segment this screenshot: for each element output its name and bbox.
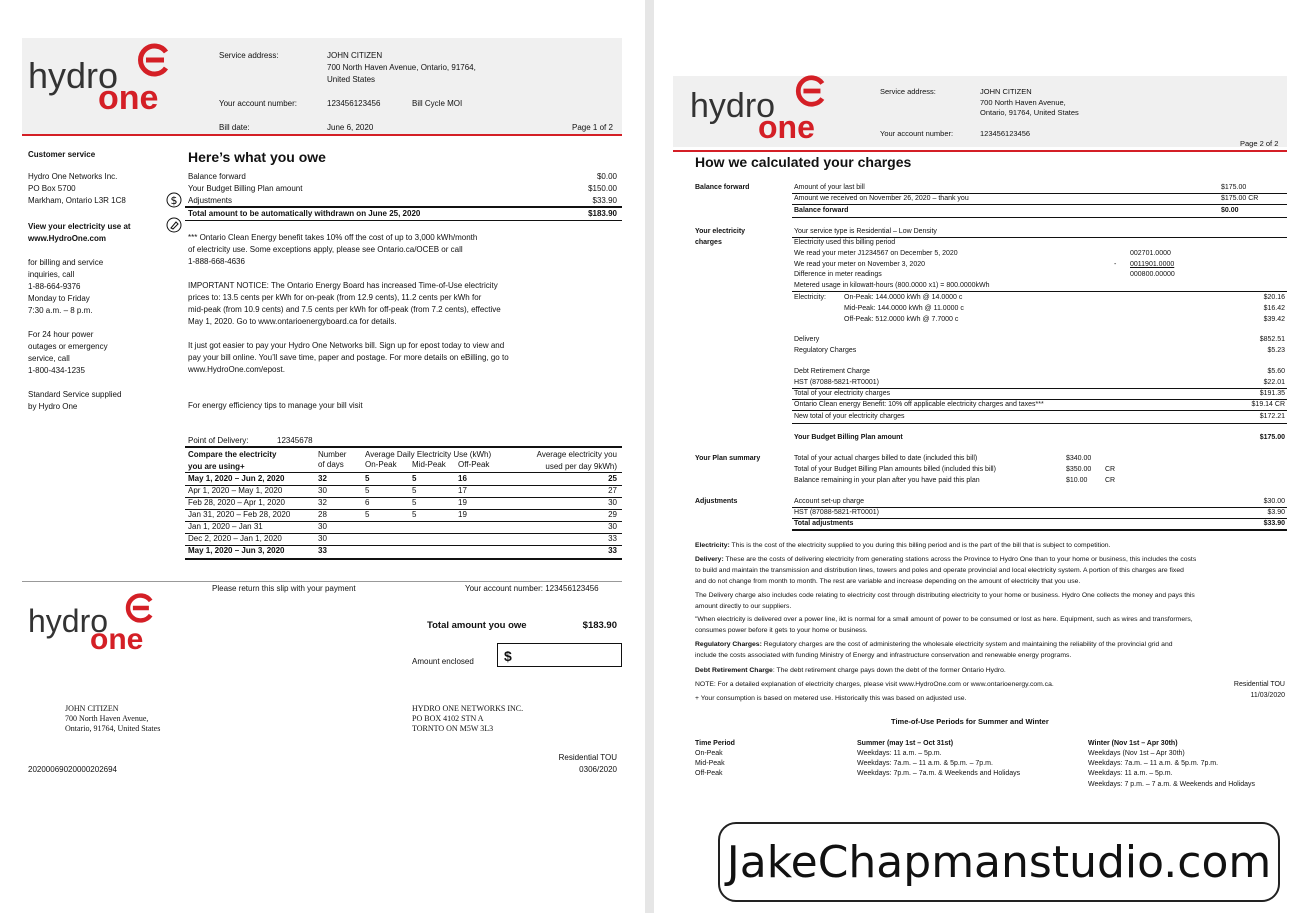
col-header: of days xyxy=(318,460,344,469)
notice-line: May 1, 2020. Go to www.ontarioenergyboard.ca for details. xyxy=(188,317,397,326)
peak-value: $20.16 xyxy=(1263,294,1285,301)
plan-value: $350.00 xyxy=(1066,466,1092,473)
note-line: Debt Retirement Charge: The debt retirement charge pays down the debt of the former Ontario Hydro. xyxy=(695,667,1006,674)
rule xyxy=(792,204,1287,205)
col-header: Mid-Peak xyxy=(412,460,446,469)
bill-cycle: Bill Cycle MOI xyxy=(412,99,463,108)
sidebar-line: Hydro One Networks Inc. xyxy=(28,172,118,181)
note-line: "When electricity is delivered over a power line, ikt is normal for a small amount of power to be consumed or lost as here. Equipment, such as wires and transformers, xyxy=(695,616,1193,623)
plan-line: Total of your Budget Billing Plan amounts billed (included this bill) xyxy=(794,466,996,473)
charge-value: $5.60 xyxy=(1267,368,1285,375)
col-header: Compare the electricity xyxy=(188,450,277,459)
page2-header-rule xyxy=(673,150,1287,152)
logo-swirl-icon xyxy=(136,42,172,78)
rule xyxy=(792,217,1287,218)
tear-line xyxy=(22,581,622,582)
sidebar-line: Monday to Friday xyxy=(28,294,90,303)
budget-label: Your Budget Billing Plan amount xyxy=(794,434,903,441)
address-line-1: 700 North Haven Avenue, Ontario, 91764, xyxy=(327,63,476,72)
peak-value: $16.42 xyxy=(1263,305,1285,312)
rule xyxy=(792,399,1287,400)
note-line: Delivery: These are the costs of delivering electricity from generating stations across the Province to Hydro One than to your home or business, this includes the costs xyxy=(695,556,1197,563)
charge-line: Delivery xyxy=(794,336,820,343)
peak-line: Off-Peak: 512.0000 kWh @ 7.7000 c xyxy=(844,316,959,323)
notice-line: IMPORTANT NOTICE: The Ontario Energy Board has increased Time-of-Use electricity xyxy=(188,281,498,290)
mail-from-line: Ontario, 91764, United States xyxy=(65,724,161,733)
col-header: used per day 9kWh) xyxy=(545,462,617,471)
peak-line: Mid-Peak: 144.0000 kWh @ 11.0000 c xyxy=(844,305,964,312)
sidebar-line: for billing and service xyxy=(28,258,104,267)
adj-line: HST (87088-5821-RT0001) xyxy=(794,509,879,516)
sidebar-line: Markham, Ontario L3R 1C8 xyxy=(28,196,126,205)
table-row: Feb 28, 2020 – Apr 1, 2020 32 6 5 19 30 xyxy=(188,498,617,507)
charge-line: Ontario Clean energy Benefit: 10% off applicable electricity charges and taxes*** xyxy=(794,401,1044,408)
table-row: Jan 1, 2020 – Jan 31 30 30 xyxy=(188,522,617,531)
line-label: Balance forward xyxy=(794,207,849,214)
meter-line: We read your meter J1234567 on December 5, 2020 xyxy=(794,250,958,257)
col-header: Average Daily Electricity Use (kWh) xyxy=(365,450,492,459)
charge-line: Total of your electricity charges xyxy=(794,390,891,397)
service-type: Your service type is Residential – Low Density xyxy=(794,228,937,235)
table-row: Apr 1, 2020 – May 1, 2020 30 5 5 17 27 xyxy=(188,486,617,495)
rule xyxy=(792,291,1287,292)
sidebar-line: PO Box 5700 xyxy=(28,184,76,193)
col-header: Average electricity you xyxy=(536,450,617,459)
section-label: Your Plan summary xyxy=(695,455,761,462)
sidebar-heading: View your electricity use at xyxy=(28,222,131,231)
note-line: to build and maintain the transmission and distribution lines, towers and poles and operate provincial and local electricity system. A portion of this charges are fixed xyxy=(695,567,1184,574)
logo-swirl-icon xyxy=(124,592,156,624)
logo-swirl-icon xyxy=(794,74,828,108)
slip-total-label: Total amount you owe xyxy=(427,620,527,631)
section-label: Adjustments xyxy=(695,498,738,505)
note-line: Electricity: This is the cost of the electricity supplied to you during this billing period and is the part of the bill that is subject to competition. xyxy=(695,542,1111,549)
page-number: Page 2 of 2 xyxy=(1240,139,1279,148)
charge-value: $191.35 xyxy=(1259,390,1285,397)
note-line: Regulatory Charges: Regulatory charges are the cost of administering the wholesale electricity system and maintaining the reliability of the provincial grid and xyxy=(695,641,1173,648)
slip-return-note: Please return this slip with your payment xyxy=(212,584,356,593)
meter-value: 002701.0000 xyxy=(1130,250,1171,257)
minus-sign: - xyxy=(1114,261,1117,268)
rule xyxy=(792,529,1287,531)
amount-enclosed-field[interactable]: $ xyxy=(497,643,622,667)
owe-row-value: $33.90 xyxy=(592,196,617,205)
plan-cr: CR xyxy=(1105,477,1116,484)
sidebar-line: 7:30 a.m. – 8 p.m. xyxy=(28,306,93,315)
notice-line: www.HydroOne.com/epost. xyxy=(188,365,285,374)
sidebar-line: outages or emergency xyxy=(28,342,108,351)
account-number: 123456123456 xyxy=(327,99,381,108)
note-line: include the costs associated with funding Ministry of Energy and infrastructure conservation and renewable energy programs. xyxy=(695,652,1072,659)
sidebar-line: by Hydro One xyxy=(28,402,78,411)
meter-line: Metered usage in kilowatt-hours (800.0000 x1) = 800.0000kWh xyxy=(794,282,990,289)
meter-line: We read your meter on November 3, 2020 xyxy=(794,261,925,268)
customer-name: JOHN CITIZEN xyxy=(327,51,383,60)
charge-value: $5.23 xyxy=(1267,347,1285,354)
plan-value: $340.00 xyxy=(1066,455,1092,462)
line-label: Amount of your last bill xyxy=(794,184,865,191)
section-label: Your electricity xyxy=(695,228,746,235)
note-line: The Delivery charge also includes code relating to electricity cost through distributing electricity to your home or business. Hydro One collects the money and pays this xyxy=(695,592,1195,599)
note-line: consumes power before it gets to your home or business. xyxy=(695,627,868,634)
table-bottom-rule xyxy=(185,558,622,560)
mail-from-line: 700 North Haven Avenue, xyxy=(65,714,149,723)
note-line: and do not change from month to month. The rest are variable and increase depending on the amount of electricity that you use. xyxy=(695,578,1081,585)
page1-header-rule xyxy=(22,134,622,136)
owe-row-value: $150.00 xyxy=(588,184,617,193)
line-value: $175.00 xyxy=(1221,184,1247,191)
adj-value: $3.90 xyxy=(1267,509,1285,516)
plan-value: $10.00 xyxy=(1066,477,1088,484)
budget-value: $175.00 xyxy=(1259,434,1285,441)
notice-line: mid-peak (from 10.9 cents) and 7.5 cents per kWh for off-peak (from 7.2 cents), effective xyxy=(188,305,501,314)
rule xyxy=(792,237,1287,238)
sidebar-line: inquiries, call xyxy=(28,270,75,279)
mail-to-line: TORNTO ON M5W 3L3 xyxy=(412,724,494,733)
mail-to-line: HYDRO ONE NETWORKS INC. xyxy=(412,704,524,713)
charge-line: New total of your electricity charges xyxy=(794,413,905,420)
address-line-2: Ontario, 91764, United States xyxy=(980,108,1079,117)
tou-label: Residential TOU xyxy=(558,753,617,762)
slip-account: Your account number: 123456123456 xyxy=(465,584,599,593)
mail-to-line: PO BOX 4102 STN A xyxy=(412,714,484,723)
note-line: amount directly to our suppliers. xyxy=(695,603,792,610)
charge-line: Regulatory Charges xyxy=(794,347,857,354)
rule xyxy=(792,423,1287,424)
watermark-badge xyxy=(718,822,1280,902)
bill-date: June 6, 2020 xyxy=(327,123,374,132)
slip-total-value: $183.90 xyxy=(582,620,617,631)
section-label: Balance forward xyxy=(695,184,750,191)
notice-line: For energy efficiency tips to manage your bill visit xyxy=(188,401,363,410)
tou-cell: Weekdays: 7 p.m. – 7 a.m. & Weekends and Holidays xyxy=(1088,781,1256,788)
total-label: Total amount to be automatically withdrawn on June 25, 2020 xyxy=(188,209,421,218)
tou-col-header: Time Period xyxy=(695,740,735,747)
rule xyxy=(792,193,1287,194)
peak-value: $39.42 xyxy=(1263,316,1285,323)
tou-date: 11/03/2020 xyxy=(1250,692,1285,699)
meter-value: 0011901.0000 xyxy=(1130,261,1175,268)
rule xyxy=(792,518,1287,519)
table-row: May 1, 2020 – Jun 3, 2020 33 33 xyxy=(188,546,617,555)
notice-line: It just got easier to pay your Hydro One Networks bill. Sign up for epost today to view and xyxy=(188,341,505,350)
col-header: Off-Peak xyxy=(458,460,490,469)
adj-value: $33.90 xyxy=(1263,520,1285,527)
service-address-label: Service address: xyxy=(219,51,279,60)
tou-title: Time-of-Use Periods for Summer and Winter xyxy=(891,717,1049,726)
page2-title: How we calculated your charges xyxy=(695,154,912,170)
meter-value: 000800.00000 xyxy=(1130,271,1175,278)
rule xyxy=(792,388,1287,389)
notice-line: pay your bill online. You’ll save time, paper and postage. For more details on eBilling, go to xyxy=(188,353,509,362)
adj-line: Total adjustments xyxy=(794,520,854,527)
total-rule xyxy=(185,206,622,208)
tou-cell: On-Peak xyxy=(695,750,723,757)
tou-date: 0306/2020 xyxy=(579,765,617,774)
website-link[interactable]: www.HydroOne.com xyxy=(28,234,106,243)
owe-row-label: Balance forward xyxy=(188,172,246,181)
notice-line: of electricity use. Some exceptions apply, please see Ontario.ca/OCEB or call xyxy=(188,245,463,254)
charge-line: HST (87088-5821-RT0001) xyxy=(794,379,879,386)
sidebar-phone: 1-88-664-9376 xyxy=(28,282,81,291)
tou-col-header: Winter (Nov 1st – Apr 30th) xyxy=(1088,740,1178,747)
charge-value: $172.21 xyxy=(1259,413,1285,420)
section-label: charges xyxy=(695,239,722,246)
col-header: you are using+ xyxy=(188,462,245,471)
adj-value: $30.00 xyxy=(1263,498,1285,505)
total-value: $183.90 xyxy=(588,209,617,218)
notice-line: 1-888-668-4636 xyxy=(188,257,245,266)
svg-text:$: $ xyxy=(170,194,178,207)
notice-line: prices to: 13.5 cents per kWh for on-peak (from 12.9 cents), 11.2 cents per kWh for xyxy=(188,293,482,302)
tou-cell: Weekdays: 11 a.m. – 5p.m. xyxy=(1088,770,1173,777)
line-value: $175.00 CR xyxy=(1221,195,1259,202)
electricity-prefix: Electricity: xyxy=(794,294,826,301)
owe-title: Here’s what you owe xyxy=(188,149,326,165)
line-value: $0.00 xyxy=(1221,207,1239,214)
table-row: May 1, 2020 – Jun 2, 2020 32 5 5 16 25 xyxy=(188,474,617,483)
tou-cell: Weekdays: 7a.m. – 11 a.m. & 5p.m. 7p.m. xyxy=(1088,760,1219,767)
sidebar-line: For 24 hour power xyxy=(28,330,94,339)
tou-cell: Off-Peak xyxy=(695,770,723,777)
account-number-label: Your account number: xyxy=(219,99,297,108)
sidebar-line: Standard Service supplied xyxy=(28,390,122,399)
notice-line: *** Ontario Clean Energy benefit takes 10% off the cost of up to 3,000 kWh/month xyxy=(188,233,478,242)
tou-cell: Weekdays: 11 a.m. – 5p.m. xyxy=(857,750,942,757)
plan-line: Total of your actual charges billed to date (included this bill) xyxy=(794,455,978,462)
table-top-rule xyxy=(185,446,622,448)
address-line-2: United States xyxy=(327,75,376,84)
note-line: + Your consumption is based on metered use. Historically this was based on adjusted use. xyxy=(695,695,967,702)
charge-value: $852.51 xyxy=(1259,336,1285,343)
page-divider xyxy=(645,0,654,913)
tou-col-header: Summer (may 1st – Oct 31st) xyxy=(857,740,954,747)
adj-line: Account set-up charge xyxy=(794,498,865,505)
account-number: 123456123456 xyxy=(980,129,1031,138)
dollar-icon xyxy=(166,192,182,208)
mail-from-line: JOHN CITIZEN xyxy=(65,704,119,713)
customer-name: JOHN CITIZEN xyxy=(980,87,1032,96)
pod-value: 12345678 xyxy=(277,436,313,445)
hydro-one-logo: hydro one xyxy=(28,42,178,114)
page-number: Page 1 of 2 xyxy=(572,123,613,132)
hydro-one-logo: hydro one xyxy=(690,74,840,144)
owe-row-label: Adjustments xyxy=(188,196,233,205)
table-row: Jan 31, 2020 – Feb 28, 2020 28 5 5 19 29 xyxy=(188,510,617,519)
hydro-one-logo: hydro one xyxy=(28,592,178,654)
meter-line: Electricity used this billing period xyxy=(794,239,896,246)
charge-value: $22.01 xyxy=(1263,379,1285,386)
owe-row-value: $0.00 xyxy=(596,172,617,181)
meter-line: Difference in meter readings xyxy=(794,271,882,278)
peak-line: On-Peak: 144.0000 kWh @ 14.0000 c xyxy=(844,294,963,301)
service-address-label: Service address: xyxy=(880,87,936,96)
tou-cell: Weekdays: 7a.m. – 11 a.m. & 5p.m. – 7p.m. xyxy=(857,760,993,767)
address-line-1: 700 North Haven Avenue, xyxy=(980,98,1066,107)
tou-cell: Weekdays (Nov 1st – Apr 30th) xyxy=(1088,750,1185,757)
rule xyxy=(792,507,1287,508)
rule xyxy=(792,410,1287,411)
pod-label: Point of Delivery: xyxy=(188,436,249,445)
barcode-number: 2020006902000020269‍4 xyxy=(28,765,117,774)
plan-line: Balance remaining in your plan after you have paid this plan xyxy=(794,477,980,484)
total-underline xyxy=(185,220,622,221)
table-row: Dec 2, 2020 – Jan 1, 2020 30 33 xyxy=(188,534,617,543)
note-line: NOTE: For a detailed explanation of electricity charges, please visit www.HydroOne.com or www.ontarioenergy.com.ca. xyxy=(695,681,1054,688)
col-header: On-Peak xyxy=(365,460,397,469)
tou-label: Residential TOU xyxy=(1233,681,1285,688)
tou-cell: Mid-Peak xyxy=(695,760,725,767)
account-number-label: Your account number: xyxy=(880,129,954,138)
charge-line: Debt Retirement Charge xyxy=(794,368,870,375)
plan-cr: CR xyxy=(1105,466,1116,473)
sidebar-line: service, call xyxy=(28,354,70,363)
charge-value: $19.14 CR xyxy=(1251,401,1285,408)
tou-cell: Weekdays: 7p.m. – 7a.m. & Weekends and Holidays xyxy=(857,770,1021,777)
watermark-text: JakeChapmanstudio.com xyxy=(726,836,1272,888)
amount-enclosed-label: Amount enclosed xyxy=(412,657,474,666)
edit-icon xyxy=(166,217,182,233)
customer-service-heading: Customer service xyxy=(28,150,96,159)
bill-date-label: Bill date: xyxy=(219,123,250,132)
col-header: Number xyxy=(318,450,347,459)
line-label: Amount we received on November 26, 2020 – thank you xyxy=(794,195,969,202)
owe-row-label: Your Budget Billing Plan amount xyxy=(188,184,303,193)
sidebar-phone: 1-800-434-1235 xyxy=(28,366,85,375)
